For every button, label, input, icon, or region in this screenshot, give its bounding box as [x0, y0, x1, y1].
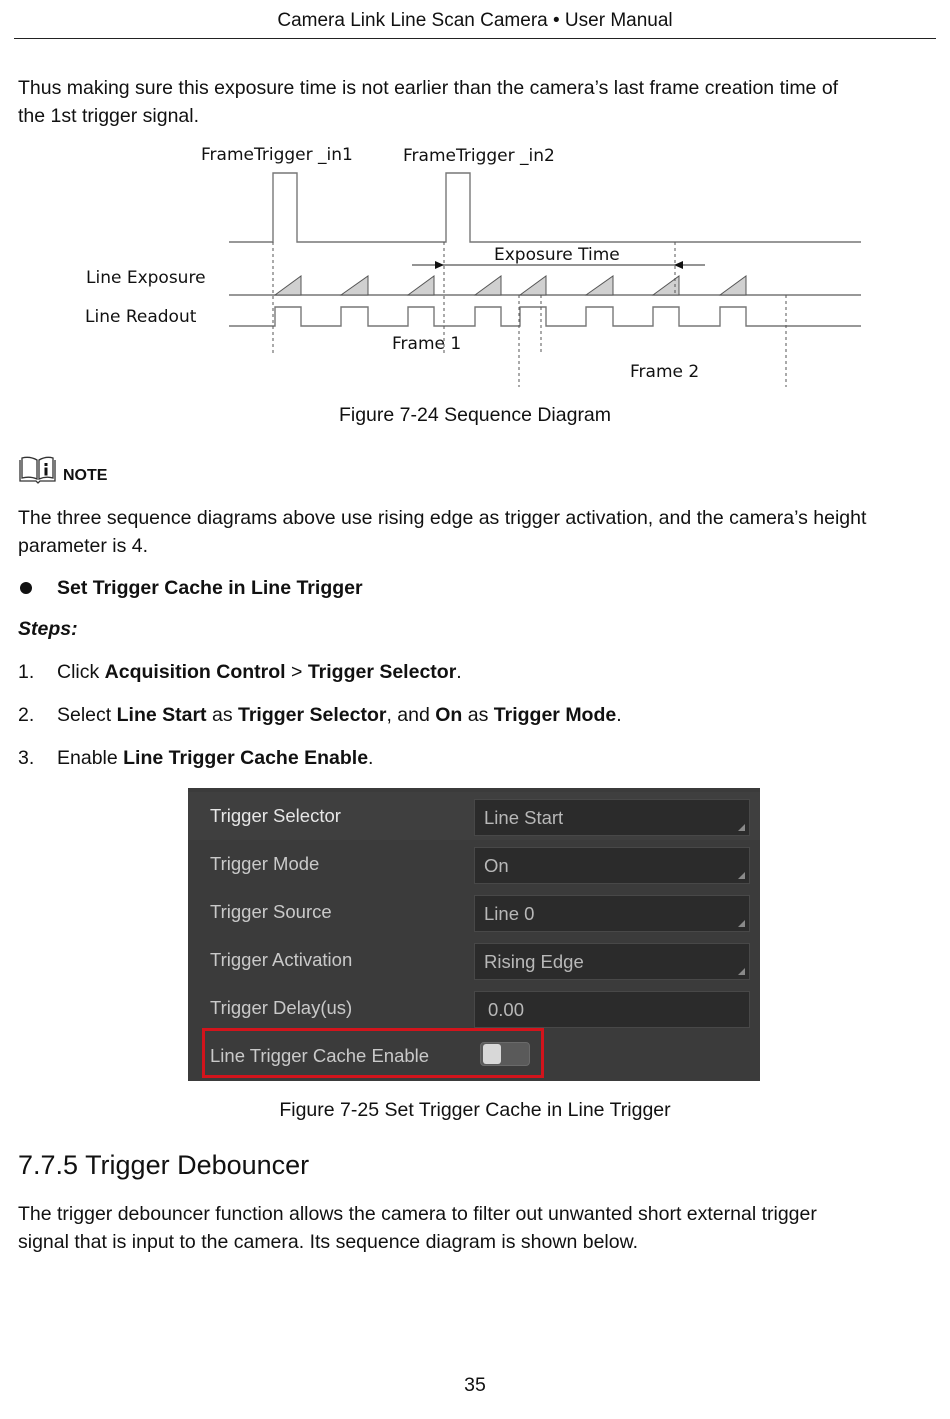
bullet-dot — [20, 582, 32, 594]
frame2-label: Frame 2 — [630, 362, 700, 382]
trigger-activation-value: Rising Edge — [484, 951, 584, 972]
exposure-arrow-left-head — [435, 261, 444, 269]
trigger-selector-value: Line Start — [484, 807, 564, 828]
trigger-signal-line — [229, 173, 861, 242]
sequence-diagram — [0, 135, 950, 400]
row-trigger-mode — [188, 840, 760, 888]
figure-7-25-caption: Figure 7-25 Set Trigger Cache in Line Trigger — [279, 1099, 671, 1121]
trigger-source-value: Line 0 — [484, 903, 535, 924]
section-title: 7.7.5 Trigger Debouncer — [18, 1150, 310, 1180]
frame1-label: Frame 1 — [392, 334, 462, 354]
section-paragraph — [18, 1200, 930, 1256]
row-trigger-source — [188, 888, 760, 936]
line-exposure-label: Line Exposure — [86, 268, 206, 288]
trigger1-label: FrameTrigger _in1 — [201, 145, 353, 165]
running-header: Camera Link Line Scan Camera • User Manual — [277, 10, 673, 31]
dropdown-corner-icon — [738, 872, 745, 879]
dropdown-corner-icon — [738, 968, 745, 975]
note-book-info-icon — [18, 456, 58, 484]
line-trigger-cache-label: Line Trigger Cache Enable — [210, 1045, 430, 1066]
trigger-source-dropdown[interactable] — [474, 895, 750, 932]
step-2-text: Select Line Start as Trigger Selector, and On as Trigger Mode. — [57, 704, 622, 726]
note-line-2: parameter is 4. — [18, 535, 149, 557]
trigger-activation-dropdown[interactable] — [474, 943, 750, 980]
trigger-mode-label: Trigger Mode — [210, 853, 320, 874]
note-label: NOTE — [63, 467, 108, 484]
trigger-delay-input[interactable] — [474, 991, 750, 1028]
readout-square-wave — [229, 307, 861, 326]
trigger-activation-label: Trigger Activation — [210, 949, 353, 970]
intro-line-1: Thus making sure this exposure time is not earlier than the camera’s last frame creation time of — [18, 77, 839, 99]
row-trigger-activation — [188, 936, 760, 984]
highlight-box — [202, 1028, 544, 1078]
step-3-number: 3. — [18, 747, 35, 769]
trigger-mode-dropdown[interactable] — [474, 847, 750, 884]
step-3-text: Enable Line Trigger Cache Enable. — [57, 747, 374, 769]
row-trigger-delay — [188, 984, 760, 1032]
note-line-1: The three sequence diagrams above use rising edge as trigger activation, and the camera’s height — [18, 507, 867, 529]
row-trigger-selector — [188, 792, 760, 840]
exposure-time-label: Exposure Time — [494, 245, 620, 265]
trigger-source-label: Trigger Source — [210, 901, 332, 922]
step-1-number: 1. — [18, 661, 35, 683]
note-paragraph — [18, 504, 932, 560]
page-number: 35 — [464, 1374, 486, 1396]
step-2-number: 2. — [18, 704, 35, 726]
step-1-text: Click Acquisition Control > Trigger Selector. — [57, 661, 462, 683]
bullet-heading: Set Trigger Cache in Line Trigger — [57, 577, 363, 599]
intro-paragraph — [18, 74, 932, 130]
header-divider — [14, 38, 936, 39]
trigger-selector-label: Trigger Selector — [210, 805, 341, 826]
trigger-settings-panel — [188, 788, 760, 1081]
dropdown-corner-icon — [738, 824, 745, 831]
dropdown-corner-icon — [738, 920, 745, 927]
trigger-delay-label: Trigger Delay(us) — [210, 997, 353, 1018]
section-line-1: The trigger debouncer function allows the camera to filter out unwanted short external trigger — [18, 1203, 817, 1225]
figure-7-24-caption: Figure 7-24 Sequence Diagram — [338, 404, 612, 426]
section-line-2: signal that is input to the camera. Its sequence diagram is shown below. — [18, 1231, 639, 1253]
line-readout-label: Line Readout — [85, 307, 197, 327]
trigger2-label: FrameTrigger _in2 — [403, 146, 555, 166]
trigger-selector-dropdown[interactable] — [474, 799, 750, 836]
steps-label: Steps: — [18, 618, 78, 640]
trigger-mode-value: On — [484, 855, 509, 876]
trigger-delay-value: 0.00 — [488, 999, 525, 1020]
intro-line-2: the 1st trigger signal. — [18, 105, 200, 127]
